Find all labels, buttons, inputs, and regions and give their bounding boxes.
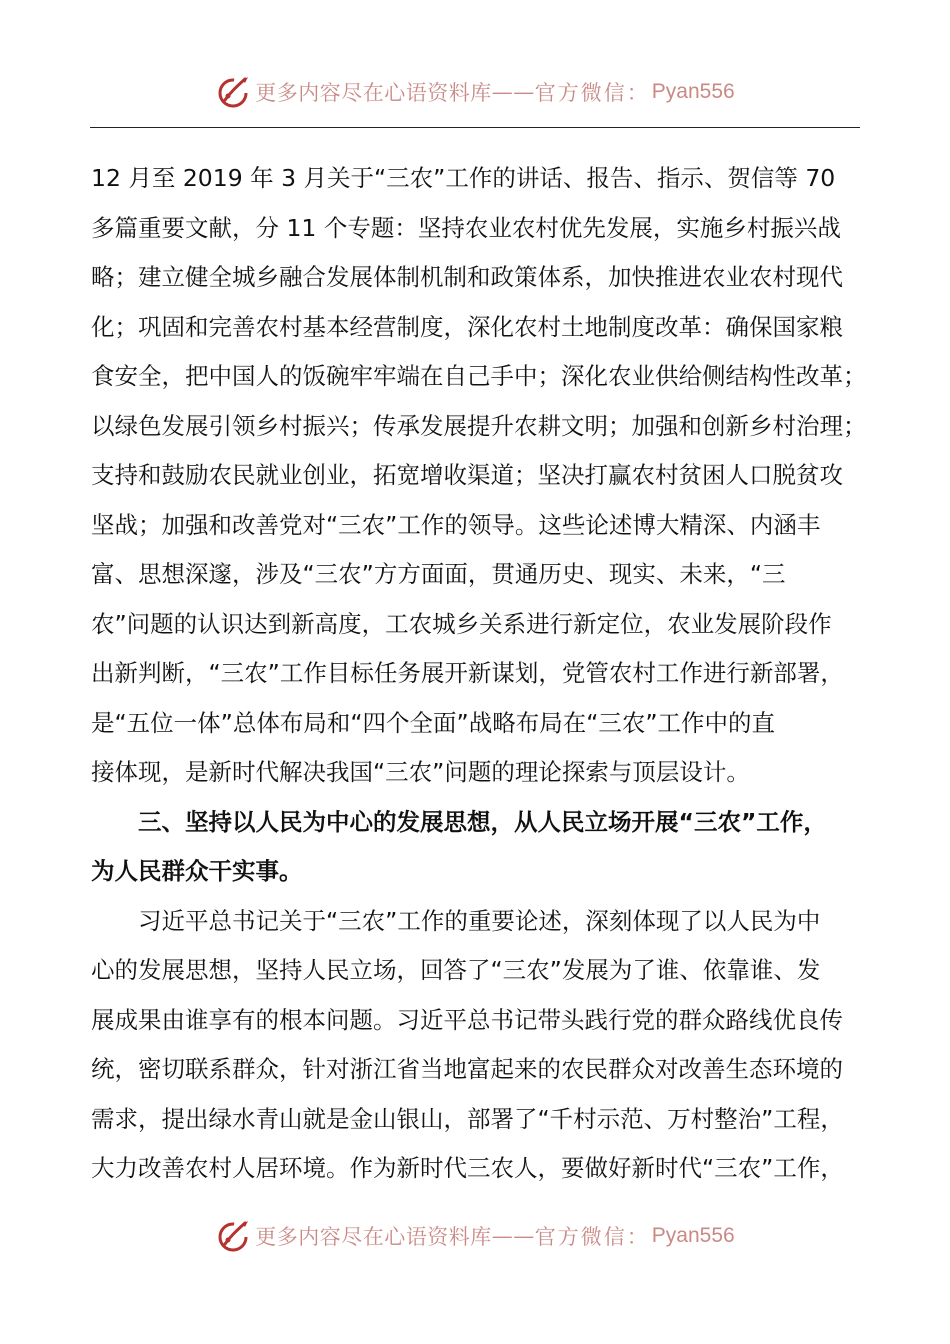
text-line: 12 月至 2019 年 3 月关于“三农”工作的讲话、报告、指示、贺信等 70 [91, 164, 836, 192]
ink-brush-logo-icon [215, 1218, 251, 1254]
section-heading [91, 798, 871, 897]
ink-brush-logo-icon [215, 74, 251, 110]
text-line: 接体现，是新时代解决我国“三农”问题的理论探索与顶层设计。 [91, 758, 750, 786]
text-line: 大力改善农村人居环境。作为新时代三农人，要做好新时代“三农”工作， [91, 1154, 844, 1182]
footer-watermark-banner [0, 1216, 950, 1256]
text-line: 心的发展思想，坚持人民立场，回答了“三农”发展为了谁、依靠谁、发 [91, 956, 821, 984]
text-line: 富、思想深邃，涉及“三农”方方面面，贯通历史、现实、未来，“三 [91, 560, 786, 588]
heading-line: 三、坚持以人民为中心的发展思想，从人民立场开展“三农”工作， [138, 807, 827, 836]
text-line: 多篇重要文献，分 11 个专题：坚持农业农村优先发展，实施乡村振兴战 [91, 213, 841, 242]
document-body [91, 154, 871, 1194]
banner-dash: —— [491, 1224, 535, 1248]
header-watermark-banner [0, 72, 950, 112]
text-line: 出新判断，“三农”工作目标任务展开新谋划，党管农村工作进行新部署， [91, 659, 844, 687]
text-line: 需求，提出绿水青山就是金山银山，部署了“千村示范、万村整治”工程， [91, 1104, 844, 1133]
banner-wechat-label: 官方微信： [534, 81, 650, 105]
text-line: 农”问题的认识达到新高度，工农城乡关系进行新定位，农业发展阶段作 [91, 609, 832, 638]
heading-line: 为人民群众干实事。 [91, 857, 303, 885]
banner-site-text: 更多内容尽在心语资料库 [255, 1225, 492, 1249]
text-line: 略；建立健全城乡融合发展体制机制和政策体系，加快推进农业农村现代 [91, 263, 843, 291]
header-divider [90, 127, 860, 128]
paragraph-2 [91, 897, 871, 1194]
text-line: 是“五位一体”总体布局和“四个全面”战略布局在“三农”工作中的直 [91, 708, 776, 737]
text-line: 支持和鼓励农民就业创业，拓宽增收渠道；坚决打赢农村贫困人口脱贫攻 [91, 461, 843, 489]
text-line: 展成果由谁享有的根本问题。习近平总书记带头践行党的群众路线优良传 [91, 1005, 843, 1034]
banner-wechat-label: 官方微信： [534, 1225, 650, 1249]
text-line: 习近平总书记关于“三农”工作的重要论述，深刻体现了以人民为中 [138, 906, 821, 935]
paragraph-1 [91, 154, 871, 798]
text-line: 化；巩固和完善农村基本经营制度，深化农村土地制度改革：确保国家粮 [91, 312, 843, 341]
banner-dash: —— [491, 80, 535, 104]
text-line: 食安全，把中国人的饭碗牢牢端在自己手中；深化农业供给侧结构性改革； [91, 362, 867, 390]
text-line: 以绿色发展引领乡村振兴；传承发展提升农耕文明；加强和创新乡村治理； [91, 411, 867, 440]
text-line: 坚战；加强和改善党对“三农”工作的领导。这些论述博大精深、内涵丰 [91, 510, 821, 539]
banner-site-text: 更多内容尽在心语资料库 [255, 81, 492, 105]
banner-wechat-id: Pyan556 [651, 80, 735, 103]
banner-wechat-id: Pyan556 [651, 1224, 735, 1247]
text-line: 统，密切联系群众，针对浙江省当地富起来的农民群众对改善生态环境的 [91, 1055, 843, 1083]
